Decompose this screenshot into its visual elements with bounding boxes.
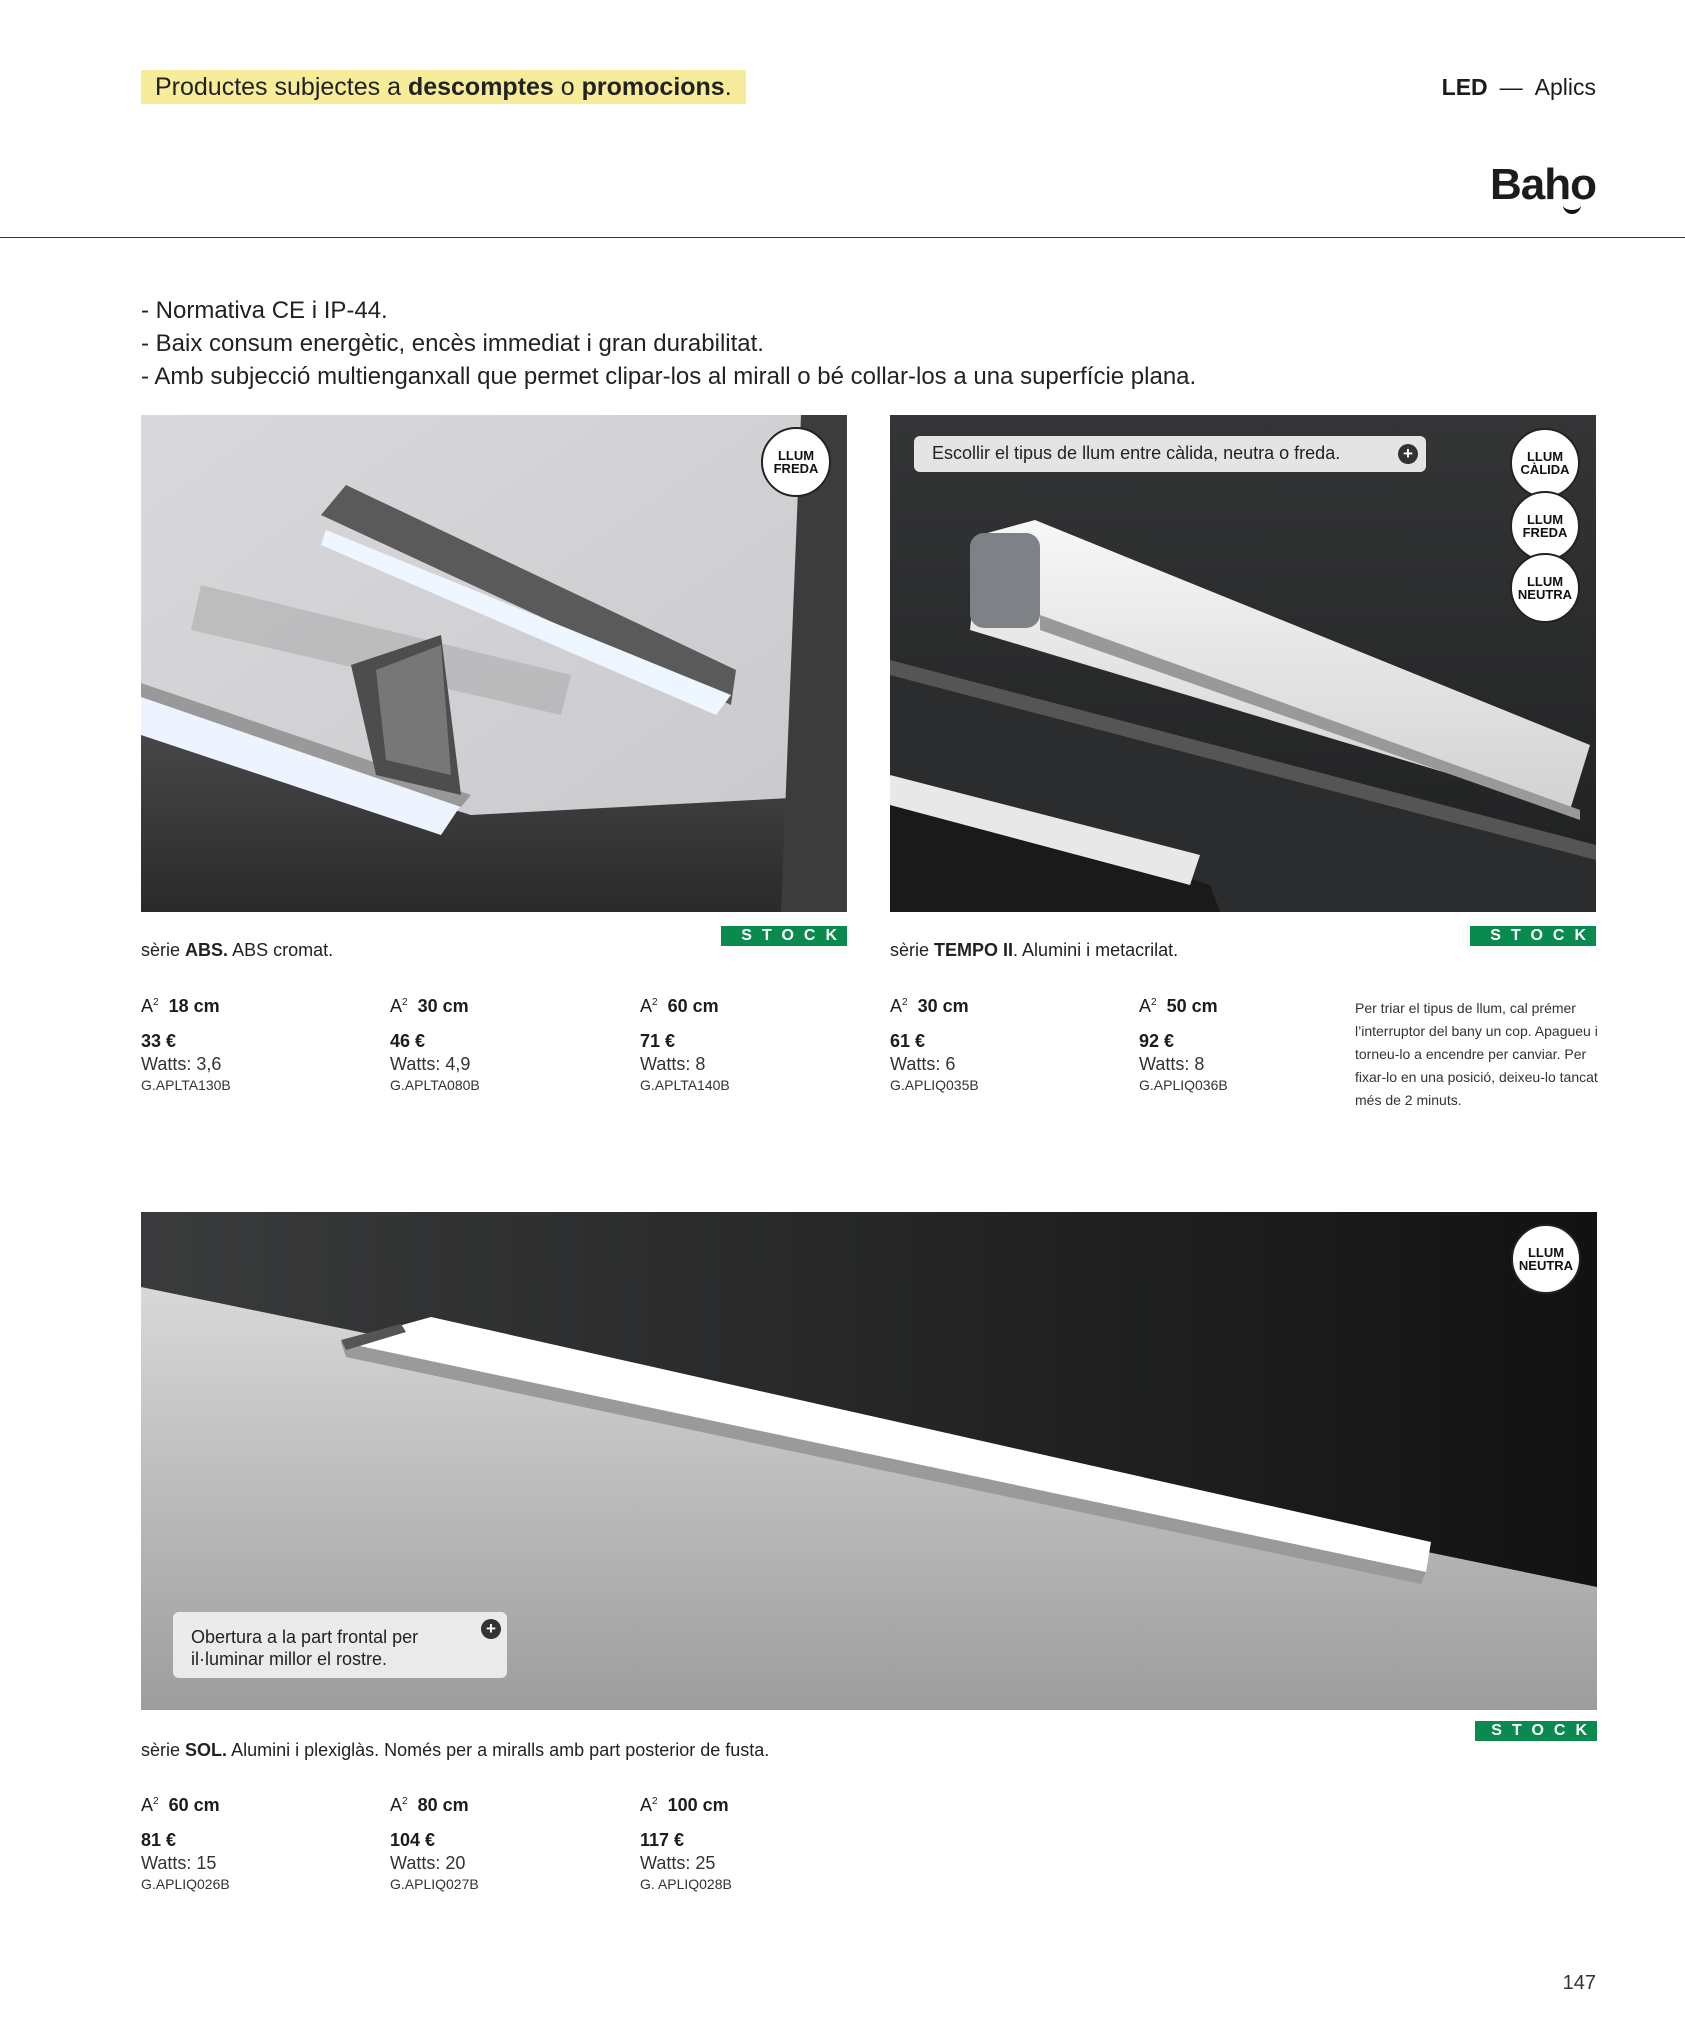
variant-reference: G.APLIQ027B [390, 1876, 479, 1892]
variant-price: 46 € [390, 1031, 426, 1051]
variant-watts: Watts: 15 [141, 1853, 217, 1873]
variant-watts: Watts: 20 [390, 1853, 466, 1873]
product-variant: $A^2$ 18 cm 33 € Watts: 3,6 G.APLTA130B [141, 996, 381, 1093]
feature-item: - Normativa CE i IP-44. [141, 297, 388, 324]
light-type-badge: LLUM CÀLIDA [1510, 428, 1580, 498]
plus-icon[interactable]: + [1398, 444, 1418, 464]
product-photo-sol [141, 1212, 1597, 1710]
stock-badge: STOCK [1475, 1721, 1597, 1741]
variant-price: 61 € [890, 1031, 926, 1051]
brand-logo-smile [1563, 204, 1581, 214]
product-variant: $A^2$ 30 cm 46 € Watts: 4,9 G.APLTA080B [390, 996, 630, 1093]
variant-price: 92 € [1139, 1031, 1175, 1051]
abs-lamp-image [141, 415, 847, 912]
section-category: LED [1441, 74, 1488, 100]
variant-watts: Watts: 25 [640, 1853, 716, 1873]
section-breadcrumb: LED — Aplics [1441, 74, 1596, 100]
header-divider [0, 237, 1685, 238]
product-photo-tempo [890, 415, 1596, 912]
light-type-badge: LLUM NEUTRA [1510, 553, 1580, 623]
variant-reference: G.APLTA080B [390, 1077, 480, 1093]
variant-watts: Watts: 8 [640, 1054, 706, 1074]
promo-banner: Productes subjectes a descomptes o promocions. [141, 70, 746, 104]
product-variant: $A^2$ 30 cm 61 € Watts: 6 G.APLIQ035B [890, 996, 1130, 1093]
series-title-tempo: sèrie TEMPO II. Alumini i metacrilat. [890, 940, 1179, 960]
product-variant: $A^2$ 60 cm 71 € Watts: 8 G.APLTA140B [640, 996, 880, 1093]
product-photo-abs [141, 415, 847, 912]
tempo-lamp-image [890, 415, 1596, 912]
brand-logo: Baho [1490, 160, 1596, 209]
feature-item: - Amb subjecció multienganxall que permet clipar-los al mirall o bé collar-los a una superfície plana. [141, 363, 1197, 390]
light-type-badge: LLUM FREDA [1510, 491, 1580, 561]
variant-price: 81 € [141, 1830, 177, 1850]
feature-list [141, 294, 1196, 393]
variant-reference: G.APLTA140B [640, 1077, 730, 1093]
feature-item: - Baix consum energètic, encès immediat i gran durabilitat. [141, 330, 764, 357]
variant-price: 104 € [390, 1830, 436, 1850]
variant-reference: G.APLTA130B [141, 1077, 231, 1093]
variant-reference: G.APLIQ035B [890, 1077, 979, 1093]
variant-reference: G. APLIQ028B [640, 1876, 732, 1892]
front-opening-callout: Obertura a la part frontal per il·luminar millor el rostre. + [173, 1612, 507, 1678]
variant-watts: Watts: 8 [1139, 1054, 1205, 1074]
plus-icon[interactable]: + [481, 1619, 501, 1639]
usage-note: Per triar el tipus de llum, cal prémer l’interruptor del bany un cop. Apagueu i torneu-lo a encendre per canviar. Per fixar-lo en una posició, deixeu-lo tancat més de 2 minuts. [1355, 1000, 1598, 1108]
variant-price: 117 € [640, 1830, 685, 1850]
variant-watts: Watts: 4,9 [390, 1054, 471, 1074]
page-number: 147 [1562, 1972, 1596, 1994]
light-type-badge: LLUM FREDA [761, 427, 831, 497]
product-variant: $A^2$ 80 cm 104 € Watts: 20 G.APLIQ027B [390, 1795, 630, 1892]
variant-reference: G.APLIQ036B [1139, 1077, 1228, 1093]
stock-badge: STOCK [1470, 926, 1596, 946]
variant-reference: G.APLIQ026B [141, 1876, 230, 1892]
variant-price: 71 € [640, 1031, 676, 1051]
section-subcategory: Aplics [1534, 74, 1596, 100]
light-type-badge: LLUM NEUTRA [1511, 1224, 1581, 1294]
series-title-abs: sèrie ABS. ABS cromat. [141, 940, 334, 960]
stock-badge: STOCK [721, 926, 847, 946]
variant-watts: Watts: 6 [890, 1054, 956, 1074]
product-variant: $A^2$ 100 cm 117 € Watts: 25 G. APLIQ028B [640, 1795, 880, 1892]
product-variant: $A^2$ 60 cm 81 € Watts: 15 G.APLIQ026B [141, 1795, 381, 1892]
variant-price: 33 € [141, 1031, 177, 1051]
variant-watts: Watts: 3,6 [141, 1054, 222, 1074]
series-title-sol: sèrie SOL. Alumini i plexiglàs. Només per a miralls amb part posterior de fusta. [141, 1740, 770, 1760]
product-variant: $A^2$ 50 cm 92 € Watts: 8 G.APLIQ036B [1139, 996, 1379, 1093]
light-choice-callout: Escollir el tipus de llum entre càlida, neutra o freda. + [914, 436, 1426, 472]
